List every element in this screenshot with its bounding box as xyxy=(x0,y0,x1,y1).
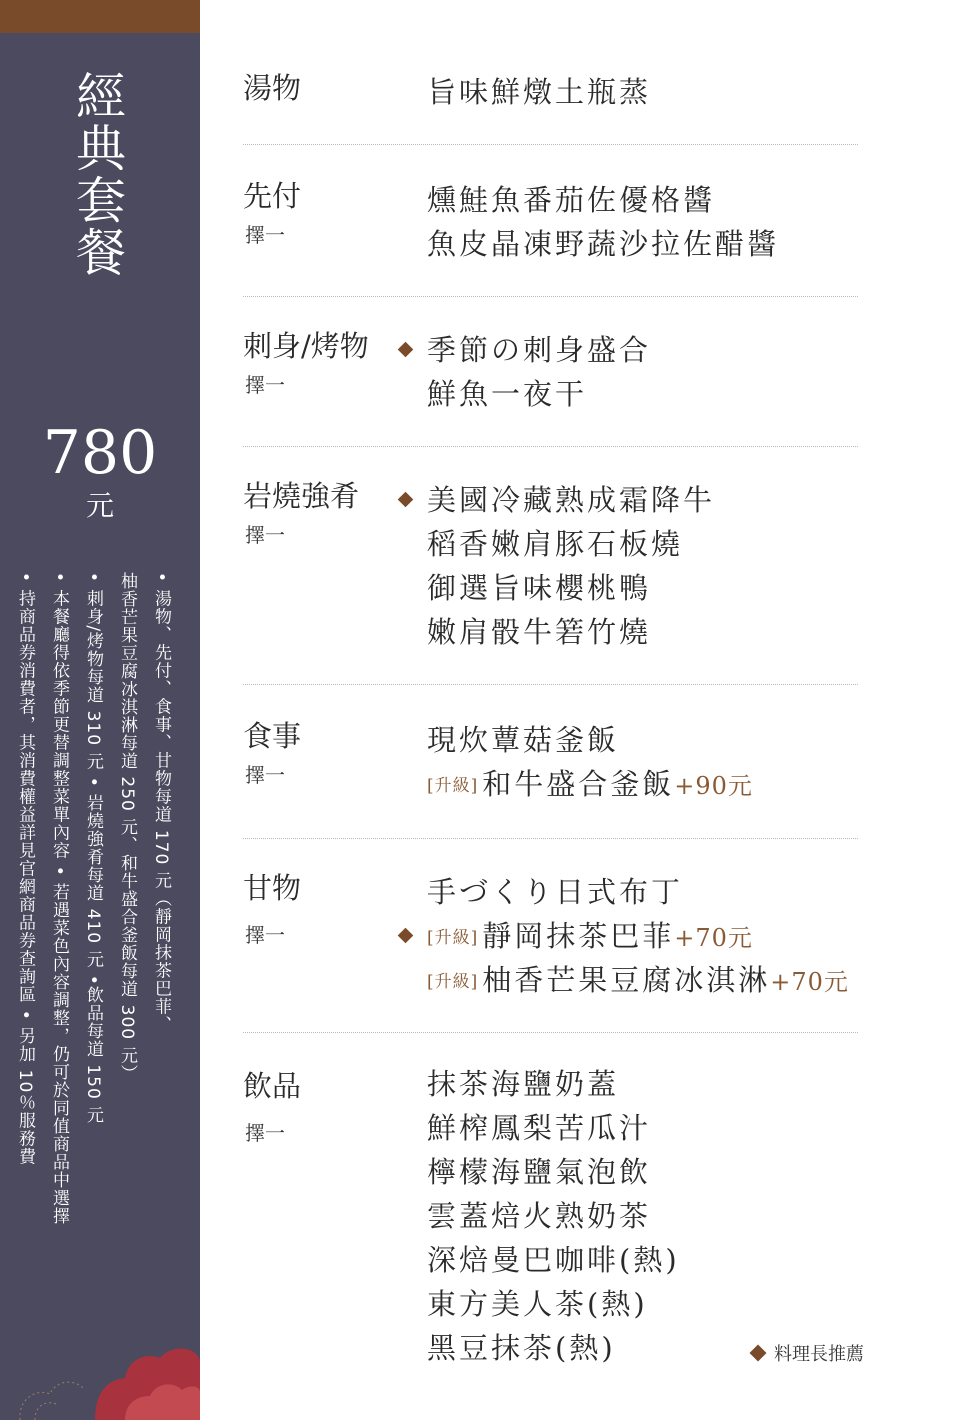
upgrade-tag: [升級] xyxy=(427,972,479,992)
menu-item: 燻鮭魚番茄佐優格醬 xyxy=(427,183,716,217)
note-line: • 持商品券消費者，其消費權益詳見官網商品券查詢區 • 另加 10％服務費 xyxy=(15,572,35,1166)
menu-item: 魚皮晶凍野蔬沙拉佐醋醬 xyxy=(427,227,780,261)
upgrade-price: +90元 xyxy=(674,772,753,800)
note-line: • 湯物、先付、食事、甘物每道 170 元（靜岡抹茶巴菲、 xyxy=(151,572,171,1034)
menu-item: 黑豆抹茶(熱) xyxy=(427,1331,616,1365)
course-category: 先付 xyxy=(243,179,302,213)
menu-item: 現炊蕈菇釜飯 xyxy=(427,723,620,757)
note-line: • 本餐廳得依季節更替調整菜單內容 • 若遇菜色內容調整，仍可於同值商品中選擇 xyxy=(49,572,69,1226)
course-category: 岩燒強肴 xyxy=(243,479,360,513)
menu-item-upgrade: [升級] 柚香芒果豆腐冰淇淋+70元 xyxy=(427,958,849,1002)
choose-one-label: 擇一 xyxy=(245,223,285,247)
notes xyxy=(8,572,178,1332)
menu-item: 旨味鮮燉土瓶蒸 xyxy=(427,75,652,109)
menu-item: 東方美人茶(熱) xyxy=(427,1287,648,1321)
menu-item: 深焙曼巴咖啡(熱) xyxy=(427,1243,680,1277)
diamond-icon xyxy=(750,1345,767,1362)
choose-one-label: 擇一 xyxy=(245,523,285,547)
top-accent-bar xyxy=(0,0,200,33)
upgrade-tag: [升級] xyxy=(427,776,479,796)
menu-item-upgrade: [升級] 和牛盛合釜飯+90元 xyxy=(427,762,753,806)
menu-item: 鮮榨鳳梨苦瓜汁 xyxy=(427,1111,652,1145)
upgrade-tag: [升級] xyxy=(427,928,479,948)
sidebar-panel xyxy=(0,0,200,1420)
choose-one-label: 擇一 xyxy=(245,923,285,947)
menu-item-upgrade-recommended: [升級] 靜岡抹茶巴菲+70元 xyxy=(427,914,849,958)
course-category: 刺身/烤物 xyxy=(243,329,369,363)
upgrade-price: +70元 xyxy=(770,968,849,996)
price-unit: 元 xyxy=(85,489,114,522)
cloud-ornament-icon xyxy=(0,1300,200,1420)
menu-item: 鮮魚一夜干 xyxy=(427,377,588,411)
menu-item: 御選旨味櫻桃鴨 xyxy=(427,571,652,605)
legend-label: 料理長推薦 xyxy=(774,1344,864,1365)
choose-one-label: 擇一 xyxy=(245,763,285,787)
divider xyxy=(243,1032,858,1033)
menu-item: 嫩肩骰牛箬竹燒 xyxy=(427,615,652,649)
menu-item: 抹茶海鹽奶蓋 xyxy=(427,1067,620,1101)
chef-recommend-legend xyxy=(752,1340,864,1366)
menu-item-recommended: 美國冷藏熟成霜降牛 xyxy=(427,478,715,522)
note-line: • 刺身/烤物每道 310 元 • 岩燒強肴每道 410 元 •飲品每道 150 元 xyxy=(83,572,103,1125)
menu-item: 雲蓋焙火熟奶茶 xyxy=(427,1199,652,1233)
course-category: 甘物 xyxy=(243,871,302,905)
choose-one-label: 擇一 xyxy=(245,373,285,397)
divider xyxy=(243,838,858,839)
divider xyxy=(243,684,858,685)
menu-item: 檸檬海鹽氣泡飲 xyxy=(427,1155,652,1189)
set-price: 780 xyxy=(42,418,158,488)
course-category: 湯物 xyxy=(243,71,302,105)
note-line: 柚香芒果豆腐冰淇淋每道 250 元、和牛盛合釜飯每道 300 元） xyxy=(117,572,137,1083)
course-category: 飲品 xyxy=(243,1069,302,1103)
upgrade-price: +70元 xyxy=(674,924,753,952)
menu-item: 手づくり日式布丁 xyxy=(427,875,684,909)
set-title: 經典套餐 xyxy=(68,70,126,278)
divider xyxy=(243,144,858,145)
choose-one-label: 擇一 xyxy=(245,1121,285,1145)
divider xyxy=(243,446,858,447)
menu-item: 稻香嫩肩豚石板燒 xyxy=(427,527,684,561)
divider xyxy=(243,296,858,297)
menu-item-recommended: 季節の刺身盛合 xyxy=(427,328,651,372)
course-category: 食事 xyxy=(243,719,302,753)
